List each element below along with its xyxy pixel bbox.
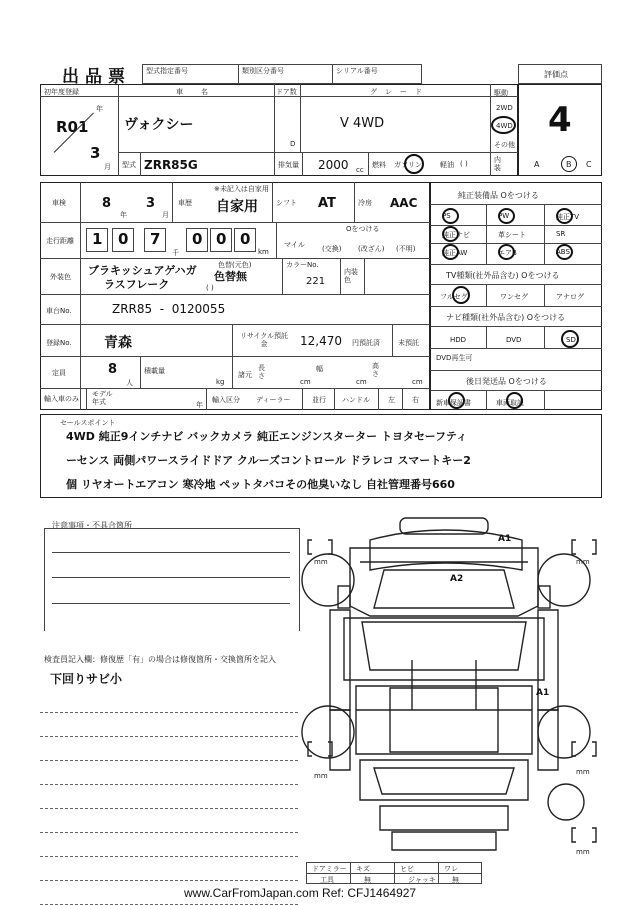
interior-a: A [534,160,540,169]
score-label: 評価点 [544,70,568,79]
model-designation-label: 型式指定番号 [146,67,188,75]
odometer-digit-value: 0 [240,230,251,248]
exterior-color-line1: ブラキッシュアゲハガ [88,264,197,277]
selling-points-line-2: ーセンス 両側パワースライドドア クルーズコントロール ドラレコ スマートキー2 [66,454,471,467]
later-shipment-item[interactable]: 新車保証書 [436,399,471,407]
tv-type-item[interactable]: フルセグ [440,293,468,301]
genuine-item[interactable]: エアB [498,249,517,257]
color-number-value: 221 [306,276,326,287]
serial-number-label: シリアル番号 [336,67,378,75]
height-unit: cm [412,378,423,386]
grade-label: グレード [370,88,430,96]
chassis-label: 車台No. [46,307,72,315]
genuine-item[interactable]: SR [556,230,566,238]
import-dealer: ディーラー [256,396,291,404]
genuine-col-divider [486,204,487,264]
drive-other: その他 [494,141,515,149]
genuine-item-circle [556,208,573,224]
car-damage-diagram [300,510,620,890]
nav-type-item[interactable]: DVD [506,336,522,344]
fuel-other-paren: ( ) [460,160,468,168]
mm-label-1: mm [314,558,328,566]
odometer-opt-tampered: (改ざん) [358,245,385,253]
drive-4wd[interactable]: 4WD [496,122,513,130]
length-label: 長さ [258,364,265,380]
tv-type-item[interactable]: ワンセグ [500,293,528,301]
inspector-dotted-line [40,832,298,833]
model-year-unit: 年 [196,401,203,409]
history-label: 車歴 [178,199,192,207]
fuel-gasoline[interactable]: ガソリン [394,161,422,169]
damage-mark-a2: A2 [450,574,464,584]
capacity-label: 定員 [52,369,66,377]
category-number-label: 類別区分番号 [242,67,284,75]
color-original-label: 色替(元色) [218,261,252,269]
odometer-opt-exchange: (交換) [322,245,342,253]
exterior-color-line2: ラスフレーク [104,278,170,291]
load-unit: kg [216,378,225,386]
fuel-diesel: 軽油 [440,161,454,169]
nav-col-divider [544,326,545,348]
drive-2wd: 2WD [496,104,513,112]
import-class-label: 輸入区分 [212,396,240,404]
selling-points-line-1: 4WD 純正9インチナビ バックカメラ 純正エンジンスターター トヨタセーフティ [66,430,468,443]
tv-type-fullseg-circle [452,286,470,304]
drive-label: 駆動 [494,89,508,97]
later-shipment-title: 後日発送品 Oをつける [466,377,547,386]
genuine-item-circle [442,208,459,224]
score-value: 4 [548,100,572,140]
caution-label: 注意事項・不具合箇所 [52,521,132,530]
length-unit: cm [300,378,311,386]
inspector-label: 検査員記入欄：修復歴「有」の場合は修復箇所・交換箇所を記入 [44,655,276,664]
exterior-color-label: 外装色 [50,273,71,281]
legend-row-cell: 無 [452,876,459,884]
fuel-label: 燃料 [372,161,386,169]
history-value: 自家用 [216,199,258,215]
odometer-digit-value: 7 [150,230,161,248]
nav-type-title: ナビ種類(社外品含む) Oをつける [446,313,566,322]
genuine-row-divider [430,225,602,226]
odometer-km-unit: km [258,248,269,256]
odometer-thousand-unit: 千 [172,249,179,257]
nav-type-sd-circle [561,330,579,348]
odometer-digit-value: 0 [192,230,203,248]
inspection-year: 8 [102,196,112,211]
dvd-playable-label: DVD再生可 [436,354,473,362]
handle-left: 左 [388,396,395,404]
capacity-unit: 人 [126,379,133,387]
genuine-item-circle [442,244,459,260]
mile-label: マイル [284,241,305,249]
registration-label: 登録No. [46,339,72,347]
inspector-note: 下回りサビ小 [50,672,123,686]
genuine-item[interactable]: ABS [556,248,570,256]
car-name-value: ヴォクシー [124,117,194,133]
registration-value: 青森 [104,335,132,351]
displacement-label: 排気量 [278,161,299,169]
odometer-mark-note: Oをつける [346,225,380,233]
damage-mark-a1-top: A1 [498,534,512,544]
odometer-digit-value: 0 [118,230,129,248]
recycle-value: 12,470 [300,334,342,348]
displacement-value: 2000 [318,158,349,172]
handle-right: 右 [412,396,419,404]
later-manual-circle [506,392,523,409]
capacity-value: 8 [108,362,118,377]
interior-c: C [586,160,592,169]
color-number-label: カラーNo. [286,261,319,269]
inspection-month-unit: 月 [162,211,169,219]
inspector-dotted-line [40,856,298,857]
tv-col-divider [544,284,545,306]
legend-header: ドアミラー [312,865,347,873]
legend-header: ヒビ [400,865,414,873]
recycle-label: リサイクル預託金 [239,332,289,348]
inspector-dotted-line [40,760,298,761]
import-parallel: 並行 [312,396,326,404]
interior-b[interactable]: B [566,160,572,169]
ac-label: 冷房 [358,199,372,207]
month-unit: 月 [104,163,111,171]
first-registration-label: 初年度登録 [44,88,79,96]
exterior-color-paren: ( ) [206,284,214,292]
genuine-col-divider [544,204,545,264]
height-label: 高さ [372,362,379,378]
mm-label-2: mm [576,558,590,566]
width-label: 幅 [316,365,323,373]
later-col-divider [544,390,545,410]
genuine-row-divider [430,243,602,244]
inspector-dotted-line [40,712,298,713]
handle-label: ハンドル [342,396,370,404]
inspector-dotted-line [40,736,298,737]
dims-label: 諸元 [238,371,252,379]
legend-col-divider [350,862,351,884]
later-warranty-circle [448,392,465,409]
nav-type-item[interactable]: HDD [450,336,467,344]
tv-col-divider [486,284,487,306]
first-registration-year: R01 [56,118,89,136]
interior-color-label: 内装色 [344,268,358,284]
inspector-dotted-line [40,808,298,809]
doors-label: ドア数 [276,88,297,96]
import-label: 輸入車のみ [44,395,79,403]
recycle-unpaid: 未預託 [398,339,419,347]
ac-value: AAC [390,196,418,210]
color-original-value: 色替無 [214,270,247,283]
inspector-dotted-line [40,880,298,881]
interior-grade-label: 内装 [494,156,501,172]
inspection-year-unit: 年 [120,211,127,219]
recycle-status: 円預託済 [352,339,380,347]
mm-label-4: mm [576,768,590,776]
model-year-label: モデル年式 [92,390,113,406]
legend-row-cell: ジャッキ [408,876,436,884]
genuine-item[interactable]: 革シート [498,231,526,239]
fuel-gasoline-circle [404,154,424,174]
genuine-item-circle [498,244,515,260]
tv-type-title: TV種類(社外品含む) Oをつける [446,271,560,280]
nav-col-divider [486,326,487,348]
interior-b-circle [561,156,577,172]
nav-type-item[interactable]: SD [566,336,576,344]
year-unit: 年 [96,105,103,113]
history-note: ※未記入は自家用 [214,185,269,193]
later-col-divider [486,390,487,410]
first-registration-month: 3 [90,144,101,162]
genuine-item[interactable]: 純正TV [556,213,580,221]
genuine-item-circle [556,244,573,260]
grade-value: V 4WD [340,116,385,131]
displacement-unit: cc [356,166,364,174]
chassis-value: ZRR85 - 0120055 [112,302,226,316]
load-label: 積載量 [144,367,165,375]
genuine-item-circle [442,226,459,242]
shift-label: シフト [276,199,297,207]
later-shipment-item[interactable]: 車両取説 [496,399,524,407]
genuine-item[interactable]: 純正ナビ [442,231,470,239]
tv-type-item[interactable]: アナログ [556,293,584,301]
shift-value: AT [318,196,336,211]
inspector-dotted-line [40,784,298,785]
model-code-value: ZRR85G [144,158,198,172]
doors-suffix: D [290,140,296,148]
inspection-month: 3 [146,196,156,211]
mm-label-5: mm [576,848,590,856]
form-title: 出品票 [62,67,131,87]
legend-header: キズ [356,865,370,873]
legend-row-cell: 工具 [320,876,334,884]
selling-points-line-3: 個 リヤオートエアコン 寒冷地 ペットタバコその他臭いなし 自社管理番号660 [66,478,455,491]
genuine-item[interactable]: 純正AW [442,249,468,257]
legend-col-divider [438,862,439,884]
legend-header: ワレ [444,865,458,873]
width-unit: cm [356,378,367,386]
drive-4wd-circle [491,116,516,134]
footer-watermark: www.CarFromJapan.com Ref: CFJ1464927 [184,886,417,900]
model-code-label: 型式 [122,161,136,169]
car-name-label: 車名 [176,88,226,96]
odometer-opt-unknown: (不明) [396,245,416,253]
legend-col-divider [394,862,395,884]
inspection-label: 車検 [52,199,66,207]
damage-mark-a1-right: A1 [536,688,550,698]
odometer-label: 走行距離 [46,237,74,245]
genuine-item[interactable]: PS [442,212,451,220]
genuine-item[interactable]: PW [498,212,510,220]
odometer-digit-value: 0 [216,230,227,248]
selling-points-label: セールスポイント [60,419,116,427]
mm-label-3: mm [314,772,328,780]
genuine-item-circle [498,208,515,224]
odometer-digit-value: 1 [92,230,103,248]
genuine-equipment-title: 純正装備品 Oをつける [458,191,539,200]
legend-row-cell: 無 [364,876,371,884]
